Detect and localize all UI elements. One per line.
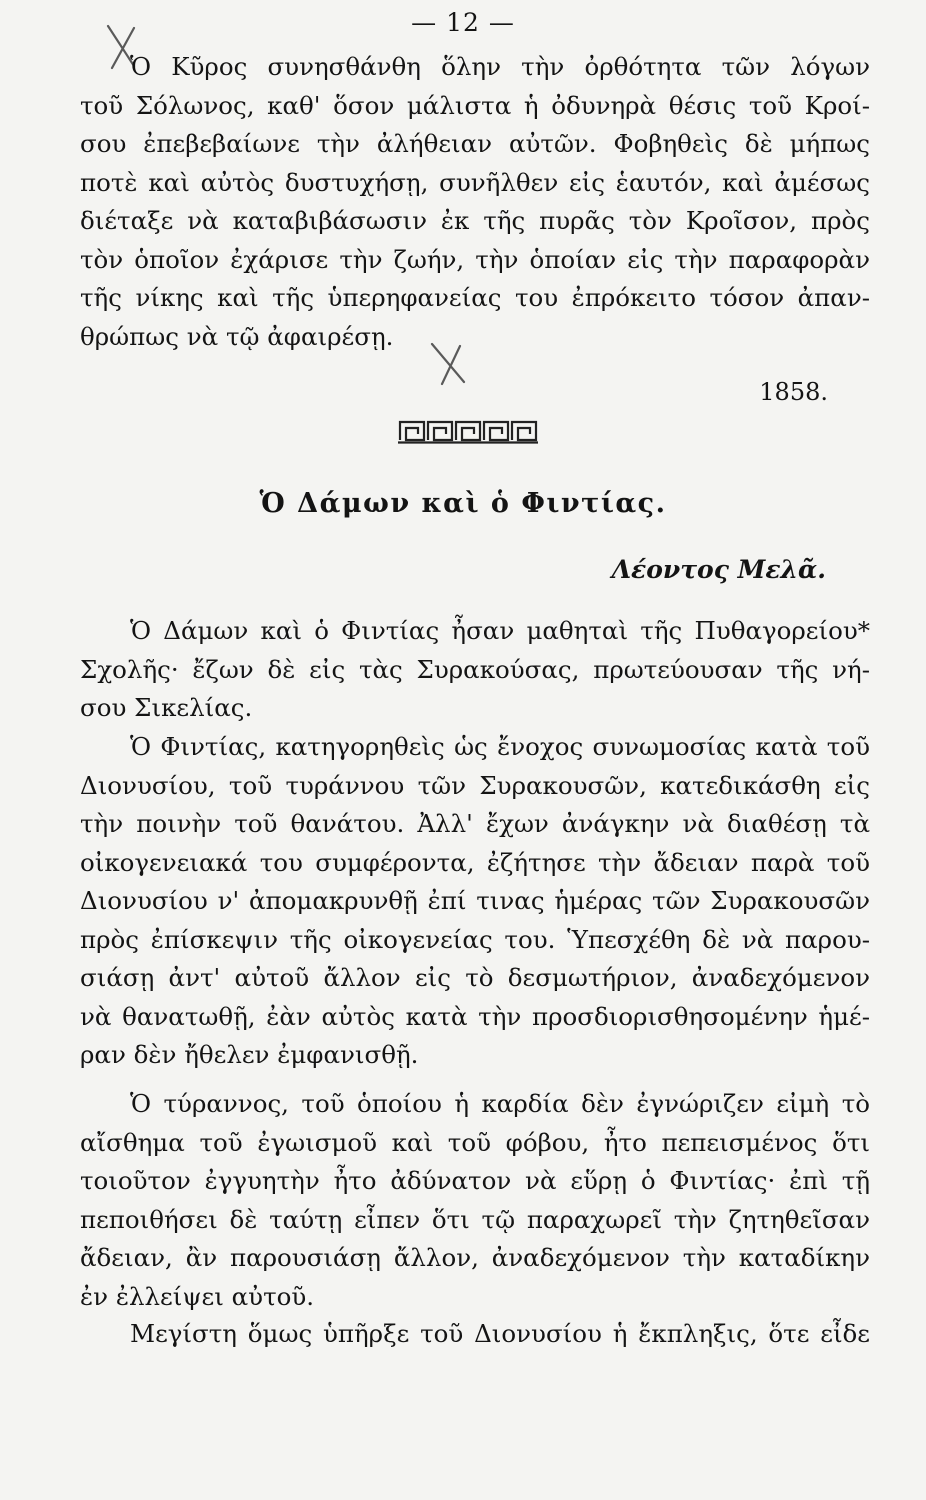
- text-line: τὴν ποινὴν τοῦ θανάτου. Ἀλλ' ἔχων ἀνάγκην νὰ διαθέσῃ τὰ: [80, 809, 870, 838]
- paragraph-4: [80, 1315, 870, 1354]
- text-line: οἰκογενειακά του συμφέροντα, ἐζήτησε τὴν ἄδειαν παρὰ τοῦ: [80, 847, 870, 877]
- text-line: Ὁ Φιντίας, κατηγορηθεὶς ὡς ἔνοχος συνωμοσίας κατὰ τοῦ: [130, 732, 870, 761]
- greek-key-ornament: [398, 418, 538, 444]
- text-line: πεποιθήσει δὲ ταύτῃ εἶπεν ὅτι τῷ παραχωρεῖ τὴν ζητηθεῖσαν: [80, 1204, 870, 1234]
- paragraph-1: [80, 612, 870, 728]
- text-line: ἐν ἐλλείψει αὐτοῦ.: [80, 1281, 315, 1311]
- paragraph-3: [80, 1085, 870, 1316]
- text-line: Ὁ Κῦρος συνησθάνθη ὅλην τὴν ὀρθότητα τῶν λόγων: [130, 52, 870, 81]
- text-line: Διονυσίου ν' ἀπομακρυνθῇ ἐπί τινας ἡμέρας τῶν Συρακουσῶν: [80, 886, 870, 915]
- text-line: ραν δὲν ἤθελεν ἐμφανισθῇ.: [80, 1040, 419, 1069]
- text-line: ἄδειαν, ἂν παρουσιάσῃ ἄλλον, ἀναδεχόμενον τὴν καταδίκην: [80, 1243, 870, 1272]
- text-line: Ὁ τύραννος, τοῦ ὁποίου ἡ καρδία δὲν ἐγνώριζεν εἰμὴ τὸ: [130, 1089, 870, 1118]
- text-line: θρώπως νὰ τῷ ἀφαιρέσῃ.: [80, 321, 394, 351]
- author-name: Λέοντος Μελᾶ.: [611, 555, 826, 584]
- text-line: ποτὲ καὶ αὐτὸς δυστυχήσῃ, συνῆλθεν εἰς ἑαυτόν, καὶ ἀμέσως: [80, 167, 870, 197]
- text-line: Μεγίστη ὅμως ὑπῆρξε τοῦ Διονυσίου ἡ ἔκπληξις, ὅτε εἶδε: [130, 1319, 870, 1348]
- text-line: σιάσῃ ἀντ' αὐτοῦ ἄλλον εἰς τὸ δεσμωτήριον, ἀναδεχόμενον: [80, 963, 870, 992]
- date: 1858.: [759, 378, 828, 406]
- text-line: σου Σικελίας.: [80, 693, 253, 722]
- text-line: Ὁ Δάμων καὶ ὁ Φιντίας ἦσαν μαθηταὶ τῆς Πυθαγορείου*: [130, 616, 870, 645]
- text-line: τοιοῦτον ἐγγυητὴν ἦτο ἀδύνατον νὰ εὕρῃ ὁ Φιντίας· ἐπὶ τῇ: [80, 1166, 870, 1195]
- text-line: αἴσθημα τοῦ ἐγωισμοῦ καὶ τοῦ φόβου, ἦτο πεπεισμένος ὅτι: [80, 1127, 870, 1157]
- text-line: τῆς νίκης καὶ τῆς ὑπερηφανείας του ἐπρόκειτο τόσον ἀπαν-: [80, 283, 870, 312]
- page-number: — 12 —: [411, 8, 515, 37]
- text-line: τὸν ὁποῖον ἐχάρισε τὴν ζωήν, τὴν ὁποίαν εἰς τὴν παραφορὰν: [80, 244, 870, 274]
- paragraph-2: [80, 728, 870, 1075]
- text-line: πρὸς ἐπίσκεψιν τῆς οἰκογενείας του. Ὑπεσχέθη δὲ νὰ παρου-: [80, 924, 870, 954]
- text-line: τοῦ Σόλωνος, καθ' ὅσον μάλιστα ἡ ὀδυνηρὰ θέσις τοῦ Κροί-: [80, 90, 870, 120]
- story-title: Ὁ Δάμων καὶ ὁ Φιντίας.: [259, 488, 667, 519]
- text-line: Σχολῆς· ἔζων δὲ εἰς τὰς Συρακούσας, πρωτεύουσαν τῆς νή-: [80, 654, 870, 684]
- closing-section-text: [80, 48, 870, 356]
- text-line: Διονυσίου, τοῦ τυράννου τῶν Συρακουσῶν, κατεδικάσθη εἰς: [80, 770, 870, 800]
- text-line: σου ἐπεβεβαίωνε τὴν ἀλήθειαν αὐτῶν. Φοβηθεὶς δὲ μήπως: [80, 129, 870, 158]
- text-line: διέταξε νὰ καταβιβάσωσιν ἐκ τῆς πυρᾶς τὸν Κροῖσον, πρὸς: [80, 206, 870, 235]
- text-line: νὰ θανατωθῇ, ἐὰν αὐτὸς κατὰ τὴν προσδιορισθησομένην ἡμέ-: [80, 1001, 870, 1031]
